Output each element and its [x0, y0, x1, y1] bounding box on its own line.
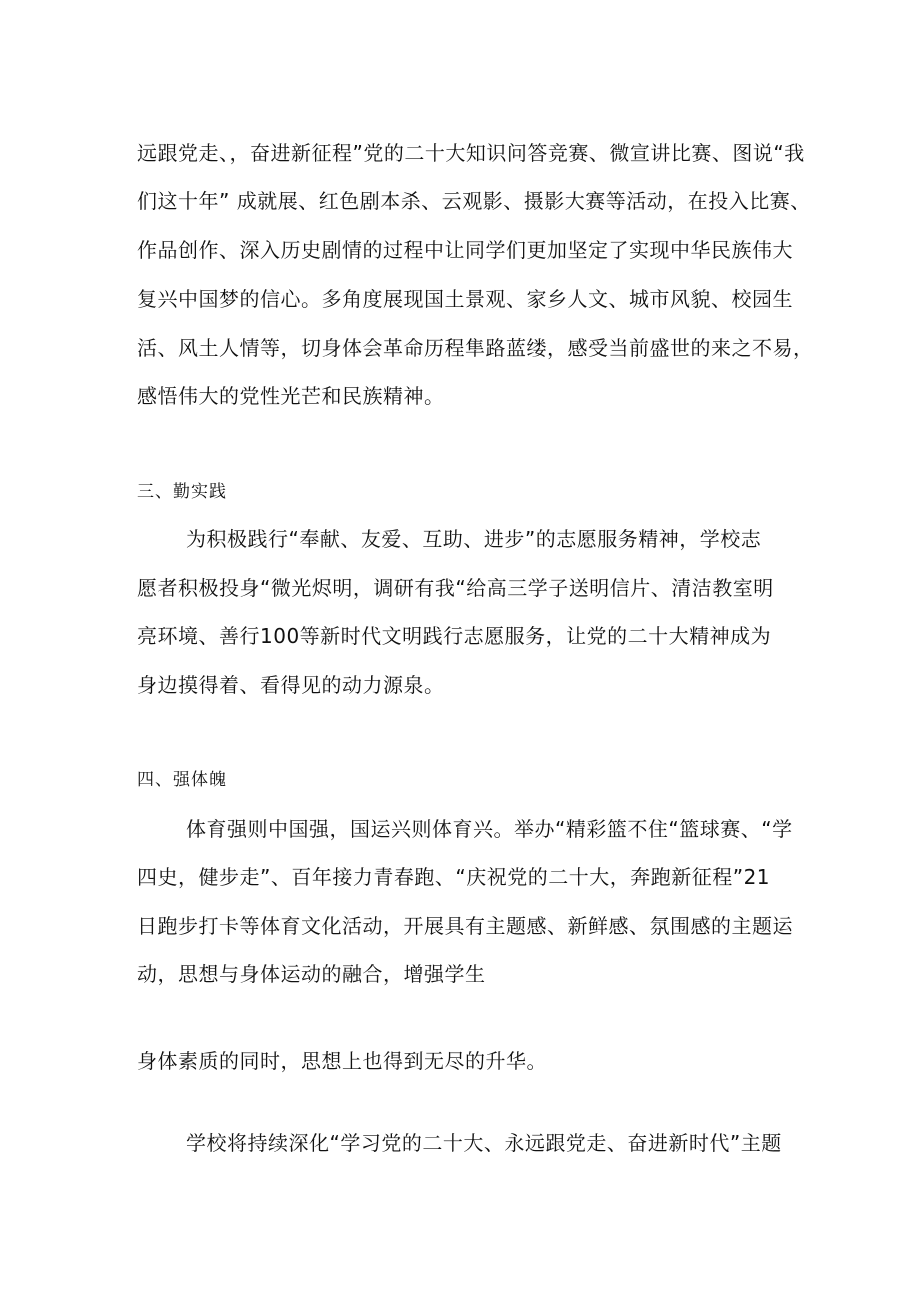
section-heading: 三、勤实践: [137, 482, 227, 502]
paragraph-line: 活、风土人情等，切身体会革命历程隼路蓝缕，感受当前盛世的来之不易，: [137, 336, 814, 360]
paragraph-line: 亮环境、善行100等新时代文明践行志愿服务，让党的二十大精神成为: [137, 624, 772, 648]
paragraph-line: 们这十年” 成就展、红色剧本杀、云观影、摄影大赛等活动，在投入比赛、: [137, 189, 811, 213]
paragraph-line: 远跟党走、，奋进新征程”党的二十大知识问答竞赛、微宣讲比赛、图说“我: [137, 141, 805, 165]
paragraph-line: 为积极践行“奉献、友爱、互助、进步”的志愿服务精神，学校志: [186, 527, 762, 551]
paragraph-line: 学校将持续深化“学习党的二十大、永远跟党走、奋进新时代”主题: [186, 1131, 782, 1155]
paragraph-line: 体育强则中国强，国运兴则体育兴。举办“精彩篮不住“篮球赛、“学: [186, 817, 793, 841]
paragraph-line: 复兴中国梦的信心。多角度展现国土景观、家乡人文、城市风貌、校园生: [137, 287, 793, 311]
paragraph-line: 身边摸得着、看得见的动力源泉。: [137, 673, 445, 697]
paragraph-line: 愿者积极投身“微光烬明，调研有我“给高三学子送明信片、清洁教室明: [137, 576, 774, 600]
section-heading: 四、强体魄: [137, 770, 227, 790]
paragraph-line: 作品创作、深入历史剧情的过程中让同学们更加坚定了实现中华民族伟大: [137, 238, 793, 262]
paragraph-line: 感悟伟大的党性光芒和民族精神。: [137, 384, 445, 408]
paragraph-line: 四史，健步走”、百年接力青春跑、“庆祝党的二十大，奔跑新征程”21: [137, 865, 771, 889]
paragraph-line: 动，思想与身体运动的融合，增强学生: [137, 962, 486, 986]
paragraph-line: 日跑步打卡等体育文化活动，开展具有主题感、新鲜感、氛围感的主题运: [137, 914, 793, 938]
paragraph-line: 身体素质的同时，思想上也得到无尽的升华。: [137, 1049, 547, 1073]
